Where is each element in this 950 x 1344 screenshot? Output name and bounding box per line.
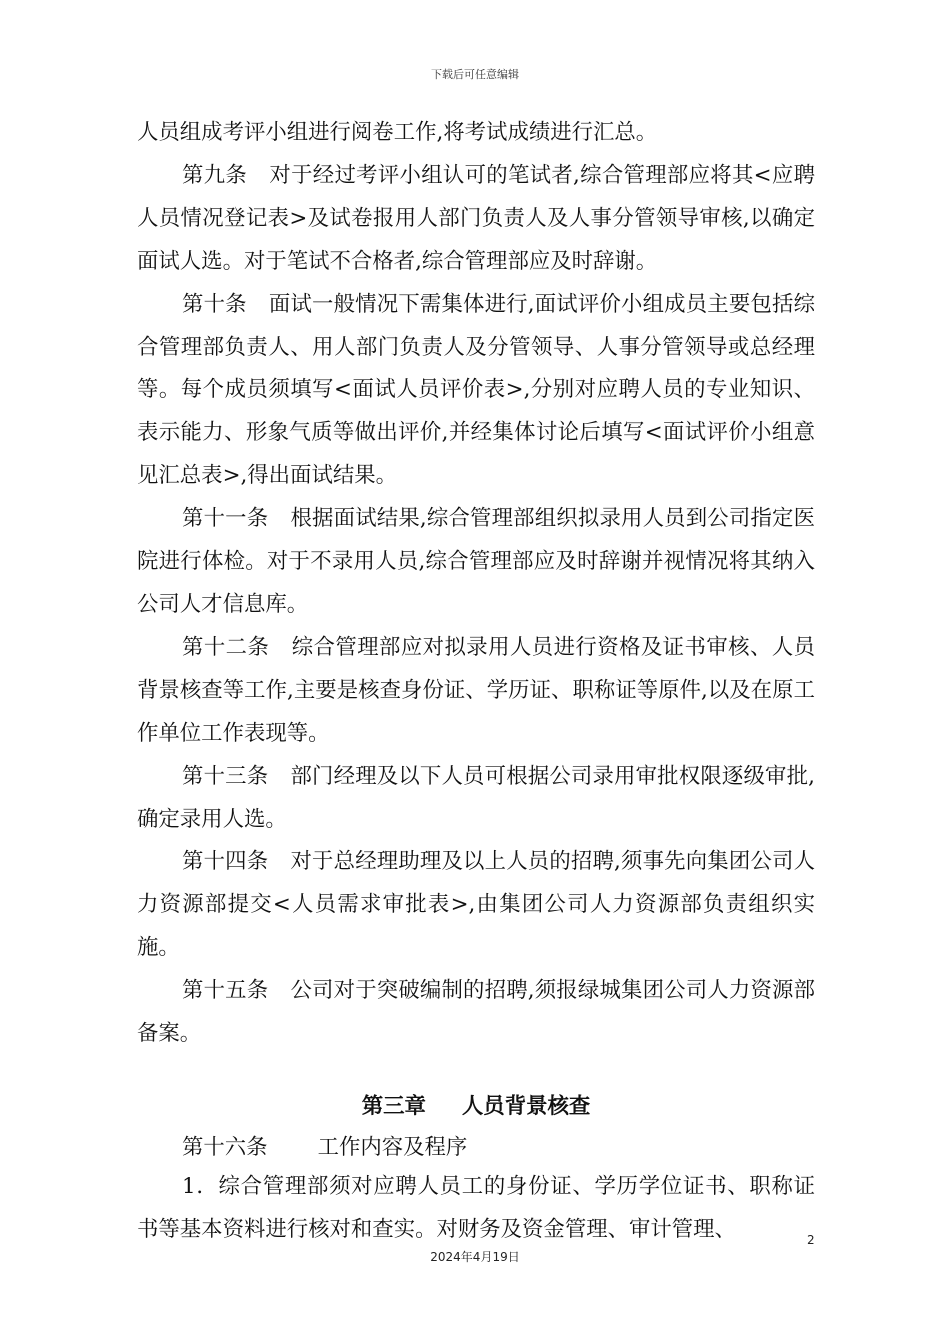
article-label: 第十二条 [182, 634, 270, 660]
article-label: 第十四条 [182, 849, 269, 875]
article-10 [137, 284, 815, 499]
article-text: 综合管理部应对拟录用人员进行资格及证书审核、人员背景核查等工作,主要是核查身份证、学历证、职称证等原件,以及在原工作单位工作表现等。 [137, 634, 815, 746]
page-header: 下载后可任意编辑 [431, 68, 519, 81]
article-text: 对于经过考评小组认可的笔试者,综合管理部应将其<应聘人员情况登记表>及试卷报用人部门负责人及人事分管领导审核,以确定面试人选。对于笔试不合格者,综合管理部应及时辞谢。 [137, 162, 815, 274]
document-body [137, 112, 815, 1252]
article-12 [137, 627, 815, 756]
article-title: 工作内容及程序 [317, 1134, 468, 1160]
page-number: 2 [807, 1233, 815, 1247]
chapter-heading [137, 1086, 815, 1129]
article-text: 根据面试结果,综合管理部组织拟录用人员到公司指定医院进行体检。对于不录用人员,综合管理部应及时辞谢并视情况将其纳入公司人才信息库。 [137, 506, 815, 617]
article-text: 部门经理及以下人员可根据公司录用审批权限逐级审批,确定录用人选。 [137, 763, 815, 832]
footer-date: 2024年4月19日 [430, 1250, 520, 1264]
article-13 [137, 756, 815, 842]
article-text: 对于总经理助理及以上人员的招聘,须事先向集团公司人力资源部提交<人员需求审批表>,由集团公司人力资源部负责组织实施。 [137, 849, 815, 961]
article-label: 第十一条 [182, 506, 269, 532]
article-16 [137, 1129, 815, 1166]
article-label: 第十五条 [182, 978, 269, 1004]
item-text: 1．综合管理部须对应聘人员工的身份证、学历学位证书、职称证书等基本资料进行核对和查实。对财务及资金管理、审计管理、 [137, 1173, 815, 1242]
chapter-title: 人员背景核查 [461, 1093, 591, 1119]
article-11 [137, 498, 815, 627]
item-1 [137, 1166, 815, 1252]
article-text: 面试一般情况下需集体进行,面试评价小组成员主要包括综合管理部负责人、用人部门负责人及分管领导、人事分管领导或总经理等。每个成员须填写<面试人员评价表>,分别对应聘人员的专业知识、表示能力、形象气质等做出评价,并经集体讨论后填写<面试评价小组意见汇总表>,得出面试结果。 [137, 291, 815, 489]
paragraph-continuation [137, 112, 815, 155]
article-label: 第十三条 [182, 763, 269, 789]
paragraph-text: 人员组成考评小组进行阅卷工作,将考试成绩进行汇总。 [137, 120, 658, 145]
article-label: 第十六条 [182, 1134, 268, 1160]
article-label: 第十条 [182, 291, 247, 317]
article-14 [137, 841, 815, 970]
article-15 [137, 970, 815, 1056]
article-text: 公司对于突破编制的招聘,须报绿城集团公司人力资源部备案。 [137, 978, 815, 1047]
chapter-number: 第三章 [361, 1093, 426, 1119]
article-9 [137, 155, 815, 284]
article-label: 第九条 [182, 162, 248, 188]
